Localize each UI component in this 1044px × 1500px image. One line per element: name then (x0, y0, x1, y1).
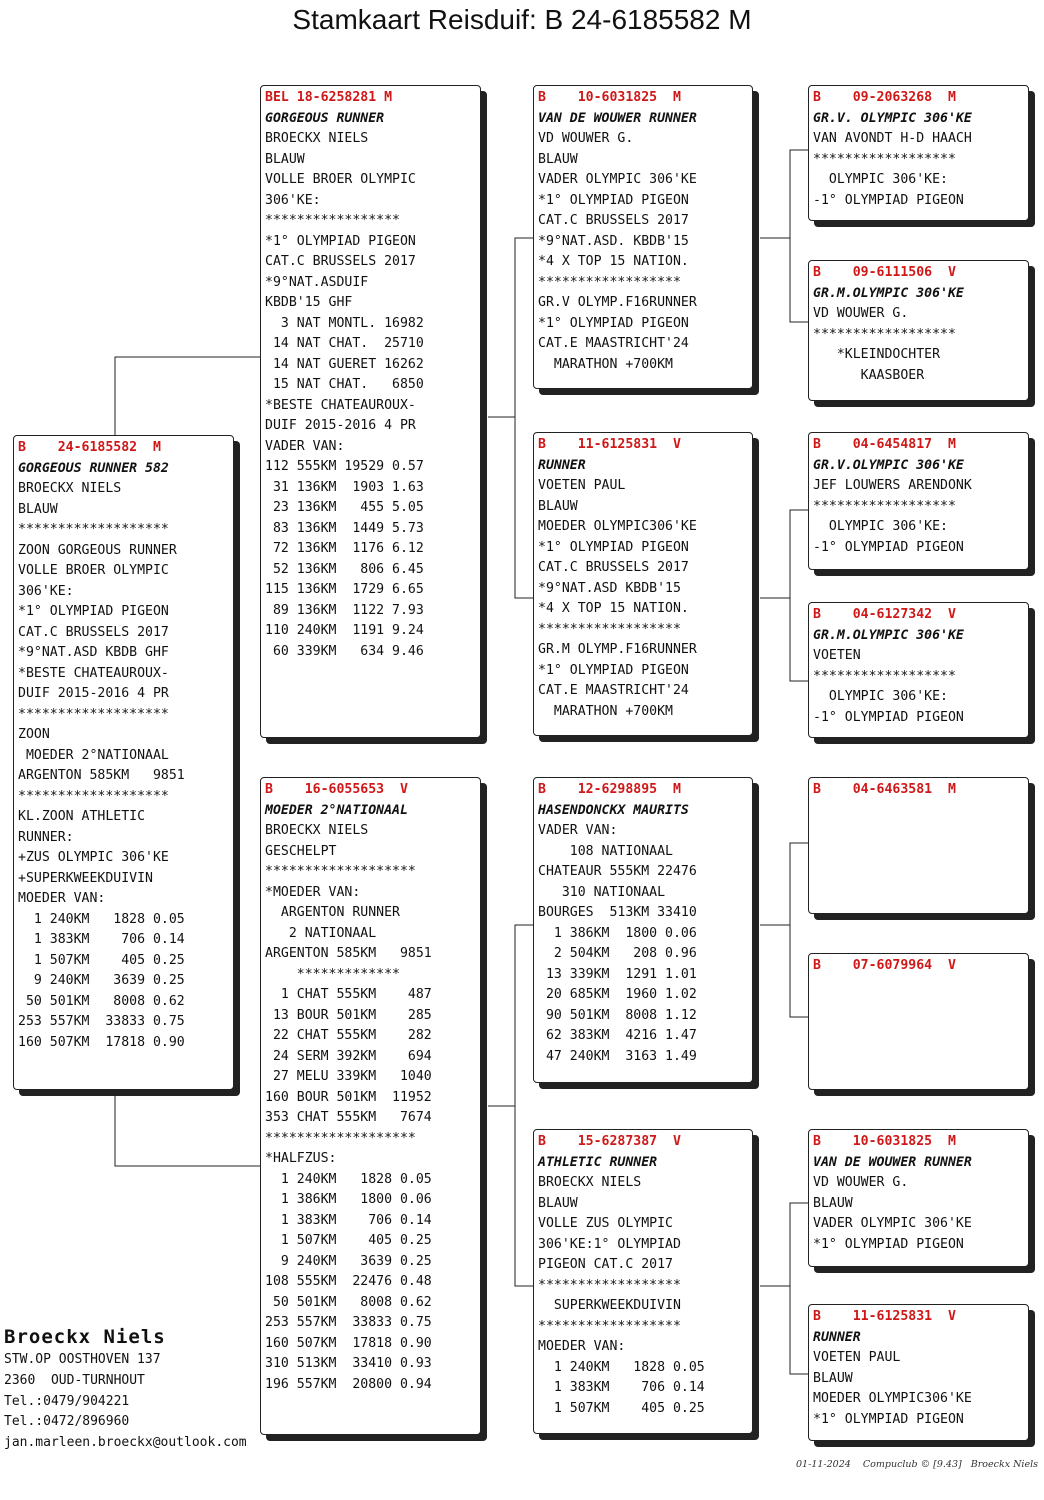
pedigree-card-mmm[interactable] (808, 1304, 1029, 1441)
pedigree-card-ffm[interactable] (808, 260, 1029, 401)
pedigree-line: VADER OLYMPIC 306'KE (538, 172, 697, 187)
pedigree-line: BROECKX NIELS (18, 481, 122, 496)
ring-number: B 10-6031825 M (813, 1134, 956, 1149)
pedigree-line: ZOON GORGEOUS RUNNER (18, 542, 177, 558)
pedigree-line: ******************* (18, 788, 169, 804)
pedigree-card-mother-mother[interactable] (533, 1129, 753, 1434)
pedigree-line: BLAUW (813, 1195, 853, 1211)
pedigree-line: ******************* (18, 706, 169, 722)
ring-number: B 16-6055653 V (265, 782, 408, 797)
pedigree-line: VADER OLYMPIC 306'KE (813, 1216, 972, 1231)
pigeon-name: GORGEOUS RUNNER (265, 110, 385, 126)
pedigree-line: MARATHON +700KM (538, 703, 673, 719)
pedigree-line: ****************** (813, 668, 956, 684)
pedigree-card-fmf[interactable] (808, 432, 1029, 570)
pigeon-name: GR.M.OLYMPIC 306'KE (813, 285, 964, 301)
ring-number: BEL 18-6258281 M (265, 90, 393, 105)
pedigree-line: ****************** (813, 498, 956, 514)
pedigree-line: *HALFZUS: (265, 1151, 337, 1166)
pedigree-line: GR.M OLYMP.F16RUNNER (538, 642, 697, 657)
pedigree-line: -1° OLYMPIAD PIGEON (813, 192, 964, 208)
pedigree-line: MOEDER OLYMPIC306'KE (538, 519, 697, 534)
pedigree-line: *MOEDER VAN: (265, 884, 361, 900)
pedigree-line: MOEDER 2°NATIONAAL (18, 747, 169, 763)
pedigree-line: VOETEN PAUL (813, 1350, 901, 1365)
pedigree-line: OLYMPIC 306'KE: (813, 172, 948, 187)
pigeon-name: RUNNER (538, 457, 586, 473)
pedigree-line: 1 507KM 405 0.25 (18, 952, 185, 968)
pedigree-line: BLAUW (538, 1195, 578, 1211)
pedigree-line: MOEDER OLYMPIC306'KE (813, 1391, 972, 1406)
pedigree-line: 47 240KM 3163 1.49 (538, 1048, 697, 1064)
pedigree-line: 306'KE: (18, 583, 74, 599)
pigeon-name: MOEDER 2°NATIONAAL (265, 802, 408, 818)
pedigree-line: -1° OLYMPIAD PIGEON (813, 709, 964, 725)
pedigree-line: 1 240KM 1828 0.05 (538, 1359, 705, 1375)
owner-city: 2360 OUD-TURNHOUT (4, 1372, 145, 1388)
page-title: Stamkaart Reisduif: B 24-6185582 M (292, 4, 752, 35)
pedigree-line: *1° OLYMPIAD PIGEON (18, 604, 169, 619)
pedigree-line: DUIF 2015-2016 4 PR (265, 418, 416, 433)
pedigree-line: CAT.C BRUSSELS 2017 (538, 560, 689, 575)
pedigree-line: 14 NAT GUERET 16262 (265, 356, 424, 372)
ring-number: B 04-6454817 M (813, 437, 956, 452)
pedigree-line: 160 BOUR 501KM 11952 (265, 1089, 432, 1105)
pedigree-line: 83 136KM 1449 5.73 (265, 520, 424, 536)
pedigree-line: 2 NATIONAAL (265, 925, 377, 941)
ring-number: B 15-6287387 V (538, 1134, 681, 1149)
pedigree-line: 27 MELU 339KM 1040 (265, 1069, 432, 1084)
pedigree-line: *4 X TOP 15 NATION. (538, 601, 689, 616)
pedigree-line: -1° OLYMPIAD PIGEON (813, 539, 964, 555)
pedigree-line: 1 CHAT 555KM 487 (265, 987, 432, 1002)
pedigree-line: 160 507KM 17818 0.90 (18, 1034, 185, 1050)
pedigree-line: 14 NAT CHAT. 25710 (265, 336, 424, 351)
pedigree-line: 253 557KM 33833 0.75 (18, 1014, 185, 1029)
pedigree-line: 62 383KM 4216 1.47 (538, 1028, 697, 1043)
pedigree-line: *KLEINDOCHTER (813, 347, 941, 362)
pedigree-line: MOEDER VAN: (18, 891, 106, 906)
pedigree-line: BOURGES 513KM 33410 (538, 905, 697, 920)
pigeon-name: GR.V.OLYMPIC 306'KE (813, 457, 964, 473)
pedigree-line: 108 NATIONAAL (538, 843, 673, 859)
pedigree-line: 306'KE: (265, 192, 321, 208)
footer-credits: 01-11-2024 Compuclub © [9.43] Broeckx Niels (796, 1459, 1038, 1470)
pedigree-line: CAT.E MAASTRICHT'24 (538, 336, 689, 351)
pedigree-line: ****************** (538, 274, 681, 290)
ring-number: B 10-6031825 M (538, 90, 681, 105)
pedigree-line: VD WOUWER G. (813, 1175, 909, 1190)
pedigree-line: 22 CHAT 555KM 282 (265, 1028, 432, 1043)
pedigree-line: BLAUW (265, 151, 305, 167)
pedigree-line: 3 NAT MONTL. 16982 (265, 315, 424, 331)
pedigree-card-father[interactable] (260, 85, 481, 738)
pedigree-line: ****************** (813, 326, 956, 342)
pedigree-line: 253 557KM 33833 0.75 (265, 1315, 432, 1330)
pedigree-line: 108 555KM 22476 0.48 (265, 1274, 432, 1289)
pigeon-name: RUNNER (813, 1329, 861, 1345)
pedigree-line: 1 386KM 1800 0.06 (265, 1192, 432, 1207)
pedigree-line: 90 501KM 8008 1.12 (538, 1007, 697, 1023)
pedigree-line: JEF LOUWERS ARENDONK (813, 478, 972, 493)
pedigree-line: ARGENTON 585KM 9851 (18, 768, 185, 783)
pedigree-line: GR.V OLYMP.F16RUNNER (538, 295, 697, 310)
pedigree-line: CAT.C BRUSSELS 2017 (538, 213, 689, 228)
pedigree-line: VAN AVONDT H-D HAACH (813, 131, 972, 146)
pedigree-line: BROECKX NIELS (265, 823, 369, 838)
pedigree-line: ZOON (18, 727, 50, 742)
pedigree-line: BROECKX NIELS (265, 131, 369, 146)
pedigree-line: ****************** (813, 151, 956, 167)
pedigree-line: 9 240KM 3639 0.25 (265, 1253, 432, 1269)
ring-number: B 12-6298895 M (538, 782, 681, 797)
pedigree-line: 2 504KM 208 0.96 (538, 946, 697, 961)
pedigree-line: 20 685KM 1960 1.02 (538, 987, 697, 1002)
ring-number: B 04-6127342 V (813, 607, 956, 622)
pigeon-name: GORGEOUS RUNNER 582 (18, 460, 169, 476)
pedigree-line: BLAUW (538, 151, 578, 167)
ring-number: B 09-6111506 V (813, 265, 956, 280)
pedigree-line: VOLLE ZUS OLYMPIC (538, 1216, 673, 1231)
pedigree-line: *1° OLYMPIAD PIGEON (538, 539, 689, 555)
pedigree-line: 160 507KM 17818 0.90 (265, 1335, 432, 1351)
pedigree-line: 1 507KM 405 0.25 (265, 1233, 432, 1248)
pedigree-line: GESCHELPT (265, 843, 337, 859)
pedigree-line: KL.ZOON ATHLETIC (18, 809, 146, 824)
pigeon-name: HASENDONCKX MAURITS (538, 802, 689, 818)
pedigree-card-mother-father[interactable] (533, 777, 753, 1083)
owner-address: STW.OP OOSTHOVEN 137 (4, 1352, 161, 1367)
pedigree-line: BLAUW (813, 1370, 853, 1386)
pedigree-line: ************* (265, 966, 400, 982)
pedigree-line: *1° OLYMPIAD PIGEON (538, 315, 689, 331)
pigeon-name: VAN DE WOUWER RUNNER (538, 110, 697, 126)
pedigree-line: *1° OLYMPIAD PIGEON (813, 1411, 964, 1427)
ring-number: B 11-6125831 V (813, 1309, 956, 1324)
pedigree-line: PIGEON CAT.C 2017 (538, 1257, 673, 1272)
pedigree-line: 112 555KM 19529 0.57 (265, 459, 424, 474)
pedigree-line: OLYMPIC 306'KE: (813, 519, 948, 534)
pedigree-line: DUIF 2015-2016 4 PR (18, 686, 169, 701)
pedigree-line: VD WOUWER G. (813, 306, 909, 321)
pedigree-card-mfm[interactable] (808, 953, 1029, 1090)
pedigree-line: 353 CHAT 555KM 7674 (265, 1110, 432, 1125)
pedigree-line: 72 136KM 1176 6.12 (265, 541, 424, 556)
pedigree-line: 24 SERM 392KM 694 (265, 1048, 432, 1064)
owner-email[interactable]: jan.marleen.broeckx@outlook.com (4, 1435, 247, 1451)
owner-name: Broeckx Niels (4, 1326, 166, 1348)
pedigree-card-mff[interactable] (808, 777, 1029, 914)
pedigree-line: *9°NAT.ASD KBDB'15 (538, 580, 681, 596)
pedigree-line: ******************* (265, 864, 416, 879)
pedigree-line: *9°NAT.ASD. KBDB'15 (538, 233, 689, 249)
pedigree-line: ARGENTON 585KM 9851 (265, 946, 432, 961)
pedigree-card-father-mother[interactable] (533, 432, 753, 736)
pigeon-name: VAN DE WOUWER RUNNER (813, 1154, 972, 1170)
pedigree-line: 110 240KM 1191 9.24 (265, 623, 424, 638)
pedigree-line: VD WOUWER G. (538, 131, 634, 146)
owner-phone-1: Tel.:0479/904221 (4, 1393, 130, 1409)
pedigree-line: VADER VAN: (265, 438, 345, 454)
pedigree-card-fff[interactable] (808, 85, 1029, 221)
pedigree-line: *1° OLYMPIAD PIGEON (538, 192, 689, 208)
owner-phone-2: Tel.:0472/896960 (4, 1414, 130, 1430)
pedigree-line: 13 339KM 1291 1.01 (538, 966, 697, 982)
pedigree-line: *9°NAT.ASD KBDB GHF (18, 645, 169, 660)
ring-number: B 04-6463581 M (813, 782, 956, 797)
pedigree-line: VADER VAN: (538, 823, 618, 838)
pedigree-line: 1 507KM 405 0.25 (538, 1400, 705, 1416)
pedigree-line: *BESTE CHATEAUROUX- (18, 665, 169, 681)
pedigree-line: KBDB'15 GHF (265, 295, 353, 310)
pedigree-card-mother[interactable] (260, 777, 481, 1435)
pedigree-line: *1° OLYMPIAD PIGEON (813, 1236, 964, 1252)
pedigree-line: ****************** (538, 1318, 681, 1334)
pedigree-card-mmf[interactable] (808, 1129, 1029, 1267)
pedigree-line: 52 136KM 806 6.45 (265, 561, 424, 577)
pedigree-line: MARATHON +700KM (538, 356, 673, 372)
pedigree-line: *9°NAT.ASDUIF (265, 274, 369, 290)
pedigree-line: CAT.C BRUSSELS 2017 (18, 624, 169, 640)
pedigree-line: 50 501KM 8008 0.62 (18, 993, 185, 1009)
ring-number: B 09-2063268 M (813, 90, 956, 105)
pedigree-line: KAASBOER (813, 367, 925, 383)
pedigree-line: 13 BOUR 501KM 285 (265, 1007, 432, 1023)
pedigree-line: BROECKX NIELS (538, 1175, 642, 1190)
pedigree-line: ******************* (18, 522, 169, 537)
pedigree-line: ARGENTON RUNNER (265, 905, 400, 920)
pedigree-line: MOEDER VAN: (538, 1339, 626, 1354)
pedigree-line: *BESTE CHATEAUROUX- (265, 397, 416, 413)
owner-info (4, 1324, 247, 1454)
pedigree-line: *4 X TOP 15 NATION. (538, 254, 689, 269)
pedigree-line: VOLLE BROER OLYMPIC (18, 563, 169, 578)
pedigree-line: +SUPERKWEEKDUIVIN (18, 870, 153, 886)
pedigree-line: ***************** (265, 213, 400, 228)
pedigree-line: 15 NAT CHAT. 6850 (265, 377, 424, 392)
pedigree-line: BLAUW (538, 498, 578, 514)
pigeon-name: ATHLETIC RUNNER (538, 1154, 658, 1170)
pigeon-name: GR.V. OLYMPIC 306'KE (813, 110, 972, 126)
pedigree-line: 60 339KM 634 9.46 (265, 643, 424, 659)
pedigree-line: VOLLE BROER OLYMPIC (265, 172, 416, 187)
pedigree-line: 196 557KM 20800 0.94 (265, 1376, 432, 1392)
pedigree-line: RUNNER: (18, 829, 74, 845)
pedigree-line: SUPERKWEEKDUIVIN (538, 1298, 681, 1313)
pedigree-line: 310 513KM 33410 0.93 (265, 1356, 432, 1371)
pedigree-line: 9 240KM 3639 0.25 (18, 973, 185, 988)
pedigree-line: VOETEN PAUL (538, 478, 626, 493)
pedigree-line: BLAUW (18, 501, 58, 517)
pedigree-line: 31 136KM 1903 1.63 (265, 479, 424, 495)
pedigree-line: 1 383KM 706 0.14 (18, 932, 185, 947)
pedigree-line: ******************* (265, 1130, 416, 1146)
pedigree-line: 23 136KM 455 5.05 (265, 500, 424, 515)
pedigree-line: CAT.C BRUSSELS 2017 (265, 254, 416, 269)
pedigree-card-father-father[interactable] (533, 85, 753, 389)
ring-number: B 11-6125831 V (538, 437, 681, 452)
pigeon-name: GR.M.OLYMPIC 306'KE (813, 627, 964, 643)
pedigree-line: CHATEAUR 555KM 22476 (538, 864, 697, 879)
pedigree-card-fmm[interactable] (808, 602, 1029, 738)
pedigree-line: CAT.E MAASTRICHT'24 (538, 683, 689, 698)
pedigree-line: 1 386KM 1800 0.06 (538, 925, 697, 941)
pedigree-line: 50 501KM 8008 0.62 (265, 1294, 432, 1310)
pedigree-line: VOETEN (813, 648, 861, 663)
pedigree-card-subject[interactable] (13, 435, 234, 1090)
pedigree-line: ****************** (538, 621, 681, 637)
pedigree-line: 115 136KM 1729 6.65 (265, 582, 424, 597)
ring-number: B 07-6079964 V (813, 958, 956, 973)
pedigree-line: *1° OLYMPIAD PIGEON (538, 662, 689, 678)
pedigree-line: 1 383KM 706 0.14 (265, 1212, 432, 1228)
pedigree-line: 1 383KM 706 0.14 (538, 1380, 705, 1395)
pedigree-line: ****************** (538, 1277, 681, 1293)
ring-number: B 24-6185582 M (18, 440, 161, 455)
pedigree-line: 89 136KM 1122 7.93 (265, 602, 424, 618)
pedigree-line: 1 240KM 1828 0.05 (265, 1171, 432, 1187)
pedigree-line: 310 NATIONAAL (538, 884, 666, 900)
pedigree-line: OLYMPIC 306'KE: (813, 689, 948, 704)
pedigree-line: +ZUS OLYMPIC 306'KE (18, 850, 169, 865)
pedigree-line: 1 240KM 1828 0.05 (18, 911, 185, 927)
pedigree-line: 306'KE:1° OLYMPIAD (538, 1236, 681, 1252)
pedigree-line: *1° OLYMPIAD PIGEON (265, 233, 416, 249)
